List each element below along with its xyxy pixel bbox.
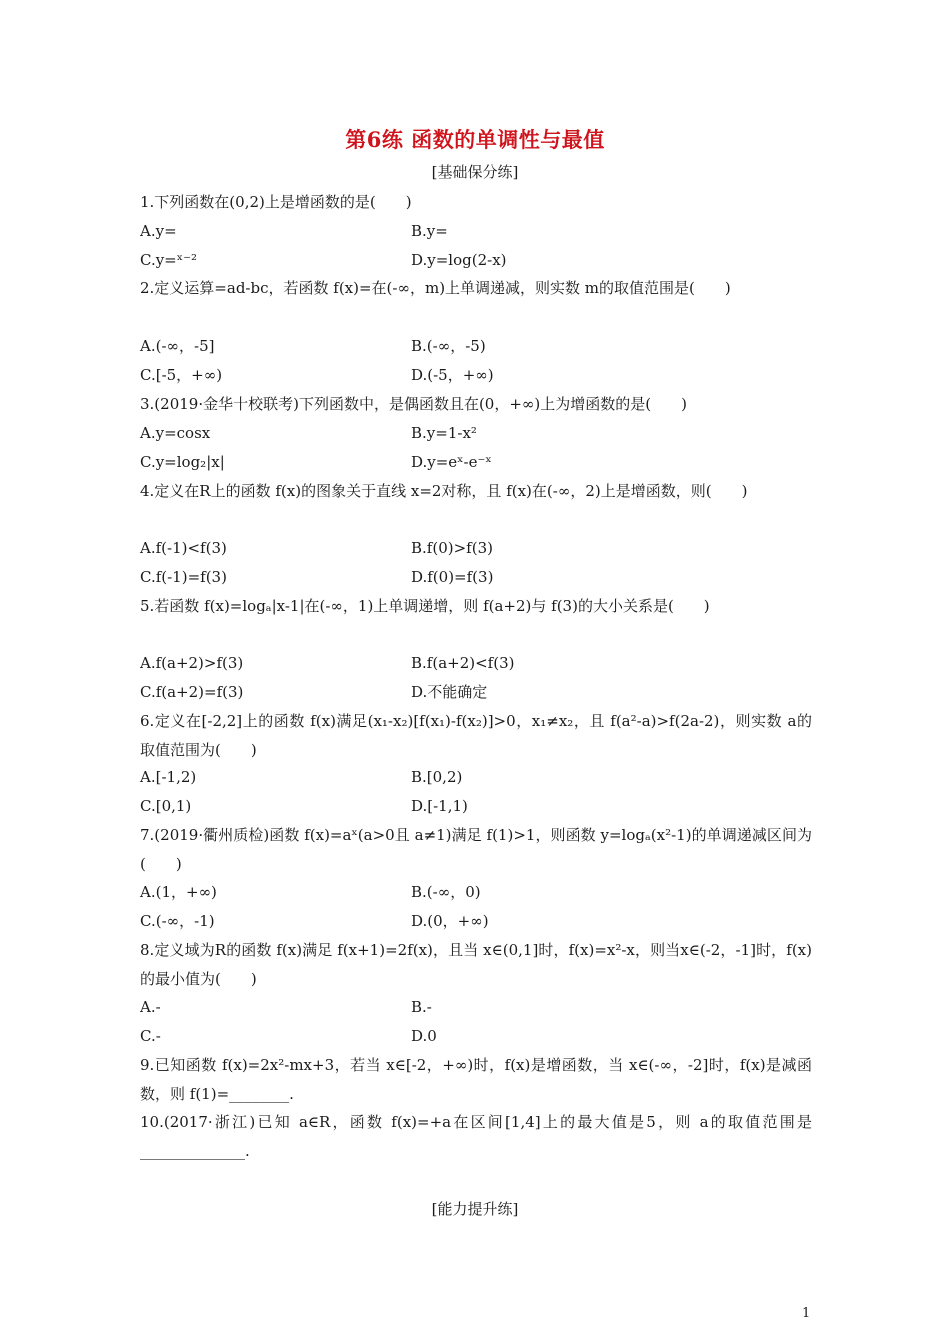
page-number: 1	[802, 1306, 811, 1321]
question-7-stem: 7.(2019·衢州质检)函数 f(x)=aˣ(a>0且 a≠1)满足 f(1)>1，则函数 y=logₐ(x²-1)的单调递减区间为( )	[140, 826, 812, 873]
question-4-option-c: C.f(-1)=f(3)	[140, 568, 227, 586]
question-9-stem: 9.已知函数 f(x)=2x²-mx+3，若当 x∈[-2，+∞)时，f(x)是增函数，当 x∈(-∞，-2]时，f(x)是减函数，则 f(1)=________.	[140, 1056, 812, 1103]
question-1-option-d: D.y=log(2-x)	[411, 251, 507, 269]
question-6-option-b: B.[0,2)	[411, 768, 463, 786]
question-7-option-d: D.(0，+∞)	[411, 912, 489, 930]
question-7-option-a: A.(1，+∞)	[140, 883, 217, 901]
question-2-stem: 2.定义运算=ad-bc，若函数 f(x)=在(-∞，m)上单调递减，则实数 m的取值范围是( )	[140, 279, 731, 297]
question-6-option-a: A.[-1,2)	[140, 768, 197, 786]
question-4-option-b: B.f(0)>f(3)	[411, 539, 493, 557]
question-1-option-c: C.y=ˣ⁻²	[140, 251, 198, 269]
question-7-option-c: C.(-∞，-1)	[140, 912, 215, 930]
question-7-option-b: B.(-∞，0)	[411, 883, 481, 901]
question-8-stem: 8.定义域为R的函数 f(x)满足 f(x+1)=2f(x)，且当 x∈(0,1]时，f(x)=x²-x，则当x∈(-2，-1]时，f(x)的最小值为( )	[140, 941, 812, 988]
question-1-option-b: B.y=	[411, 222, 448, 240]
section-basic-heading: [基础保分练]	[431, 163, 519, 181]
question-2-option-a: A.(-∞，-5]	[140, 337, 215, 355]
question-3-stem: 3.(2019·金华十校联考)下列函数中，是偶函数且在(0，+∞)上为增函数的是( )	[140, 395, 687, 413]
question-4-option-a: A.f(-1)<f(3)	[140, 539, 227, 557]
question-2-option-b: B.(-∞，-5)	[411, 337, 486, 355]
question-1-stem: 1.下列函数在(0,2)上是增函数的是( )	[140, 193, 412, 211]
question-5-option-d: D.不能确定	[411, 683, 488, 701]
question-2-option-c: C.[-5，+∞)	[140, 366, 223, 384]
question-6-option-c: C.[0,1)	[140, 797, 192, 815]
question-6-option-d: D.[-1,1)	[411, 797, 468, 815]
question-5-option-b: B.f(a+2)<f(3)	[411, 654, 515, 672]
question-5-option-c: C.f(a+2)=f(3)	[140, 683, 244, 701]
question-10-stem: 10.(2017·浙江)已知 a∈R，函数 f(x)=+a在区间[1,4]上的最大值是5，则 a的取值范围是______________.	[140, 1113, 812, 1160]
question-6-stem: 6.定义在[-2,2]上的函数 f(x)满足(x₁-x₂)[f(x₁)-f(x₂)]>0，x₁≠x₂，且 f(a²-a)>f(2a-2)，则实数 a的取值范围为( )	[140, 712, 812, 759]
question-5-option-a: A.f(a+2)>f(3)	[140, 654, 244, 672]
question-8-option-d: D.0	[411, 1027, 437, 1045]
question-8-option-a: A.-	[140, 998, 161, 1016]
page-title: 第6练 函数的单调性与最值	[345, 127, 605, 152]
question-4-stem: 4.定义在R上的函数 f(x)的图象关于直线 x=2对称，且 f(x)在(-∞，2)上是增函数，则( )	[140, 482, 748, 500]
question-8-option-c: C.-	[140, 1027, 161, 1045]
question-4-option-d: D.f(0)=f(3)	[411, 568, 494, 586]
question-1-option-a: A.y=	[140, 222, 177, 240]
question-5-stem: 5.若函数 f(x)=logₐ|x-1|在(-∞，1)上单调递增，则 f(a+2)与 f(3)的大小关系是( )	[140, 597, 710, 615]
question-3-option-b: B.y=1-x²	[411, 424, 477, 442]
section-advanced-heading: [能力提升练]	[431, 1200, 519, 1218]
question-3-option-d: D.y=eˣ-e⁻ˣ	[411, 453, 492, 471]
question-3-option-c: C.y=log₂|x|	[140, 453, 225, 471]
question-3-option-a: A.y=cosx	[140, 424, 211, 442]
question-8-option-b: B.-	[411, 998, 432, 1016]
question-2-option-d: D.(-5，+∞)	[411, 366, 494, 384]
